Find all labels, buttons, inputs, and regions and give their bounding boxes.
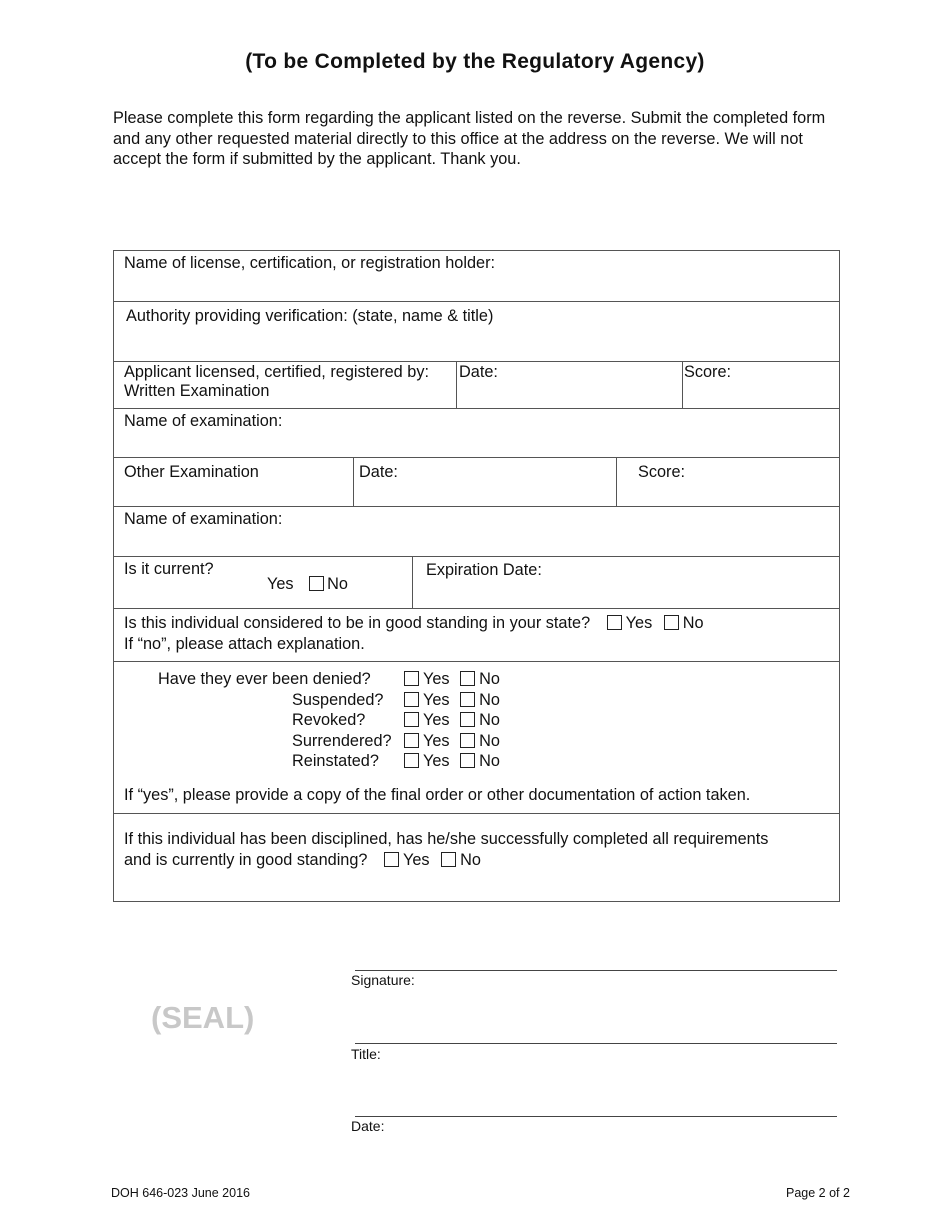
authority-label: Authority providing verification: (state, name & title) [126,307,494,325]
other-exam-label: Other Examination [124,463,259,481]
surrendered-options [404,731,500,751]
other-exam-name-field[interactable] [300,509,838,553]
is-current-options [267,574,348,594]
expiration-date-label: Expiration Date: [426,561,542,579]
good-standing-row [124,613,704,633]
other-exam-date-field[interactable] [400,460,614,504]
applicant-licensed-label: Applicant licensed, certified, registered by: [124,363,429,381]
holder-name-field[interactable] [114,276,839,300]
good-standing-no-label: No [682,614,704,632]
revoked-label: Revoked? [292,711,366,729]
no-label: No [479,752,500,770]
no-label: No [479,691,500,709]
written-exam-score-field[interactable] [735,362,838,406]
date-label: Date: [351,1118,385,1134]
holder-name-label: Name of license, certification, or registration holder: [124,254,496,272]
good-standing-yes-label: Yes [625,614,653,632]
page-number: Page 2 of 2 [786,1186,850,1200]
yes-label: Yes [423,732,450,750]
denied-no-checkbox[interactable] [460,671,475,686]
disciplined-no-checkbox[interactable] [441,852,456,867]
other-exam-score-field[interactable] [690,460,838,504]
disciplined-question: If this individual has been disciplined, has he/she successfully completed all requirements [124,830,769,848]
reinstated-label: Reinstated? [292,752,379,770]
other-exam-date-label: Date: [359,463,398,481]
disciplined-yes-checkbox[interactable] [384,852,399,867]
written-exam-score-label: Score: [684,363,732,381]
yes-label: Yes [423,752,450,770]
no-label: No [479,670,500,688]
revoked-yes-checkbox[interactable] [404,712,419,727]
denied-label: Have they ever been denied? [158,670,371,688]
disciplined-no-label: No [460,851,481,869]
is-current-no-checkbox[interactable] [309,576,324,591]
no-label: No [479,711,500,729]
disciplined-row [124,850,481,870]
yes-label: Yes [423,691,450,709]
title-label: Title: [351,1046,381,1062]
signature-line[interactable] [355,970,837,971]
written-exam-date-label: Date: [459,363,498,381]
suspended-label: Suspended? [292,691,384,709]
date-line[interactable] [355,1116,837,1117]
signature-label: Signature: [351,972,415,988]
authority-field[interactable] [114,330,839,360]
revoked-no-checkbox[interactable] [460,712,475,727]
title-line[interactable] [355,1043,837,1044]
suspended-no-checkbox[interactable] [460,692,475,707]
other-exam-name-label: Name of examination: [124,510,283,528]
good-standing-yes-checkbox[interactable] [607,615,622,630]
denied-yes-checkbox[interactable] [404,671,419,686]
disciplined-yes-label: Yes [403,851,430,869]
suspended-options [404,690,500,710]
reinstated-yes-checkbox[interactable] [404,753,419,768]
good-standing-note: If “no”, please attach explanation. [124,635,365,653]
other-exam-score-label: Score: [638,463,686,481]
yes-label: Yes [423,711,450,729]
seal-placeholder: (SEAL) [151,1000,255,1035]
reinstated-no-checkbox[interactable] [460,753,475,768]
suspended-yes-checkbox[interactable] [404,692,419,707]
denied-options [404,669,500,689]
instructions-paragraph: Please complete this form regarding the applicant listed on the reverse. Submit the completed form and any other requested material directly to this office at the address on the reverse. We will not accept the form if submitted by the applicant. Thank you. [113,109,826,168]
surrendered-label: Surrendered? [292,732,392,750]
disciplined-question-cont: and is currently in good standing? [124,851,368,869]
form-id: DOH 646-023 June 2016 [111,1186,250,1200]
no-label: No [479,732,500,750]
written-exam-date-field[interactable] [500,362,680,406]
expiration-date-field[interactable] [556,560,838,604]
actions-note: If “yes”, please provide a copy of the final order or other documentation of action taken. [124,786,751,804]
revoked-options [404,710,500,730]
surrendered-no-checkbox[interactable] [460,733,475,748]
page-title: (To be Completed by the Regulatory Agency) [245,50,705,73]
is-current-no-label: No [327,575,348,593]
reinstated-options [404,751,500,771]
good-standing-question: Is this individual considered to be in good standing in your state? [124,614,591,632]
yes-label: Yes [423,670,450,688]
exam-name-field[interactable] [300,411,838,455]
is-current-label: Is it current? [124,560,214,578]
written-exam-label: Written Examination [124,382,270,400]
exam-name-label: Name of examination: [124,412,283,430]
surrendered-yes-checkbox[interactable] [404,733,419,748]
is-current-yes-label: Yes [267,575,294,593]
good-standing-no-checkbox[interactable] [664,615,679,630]
